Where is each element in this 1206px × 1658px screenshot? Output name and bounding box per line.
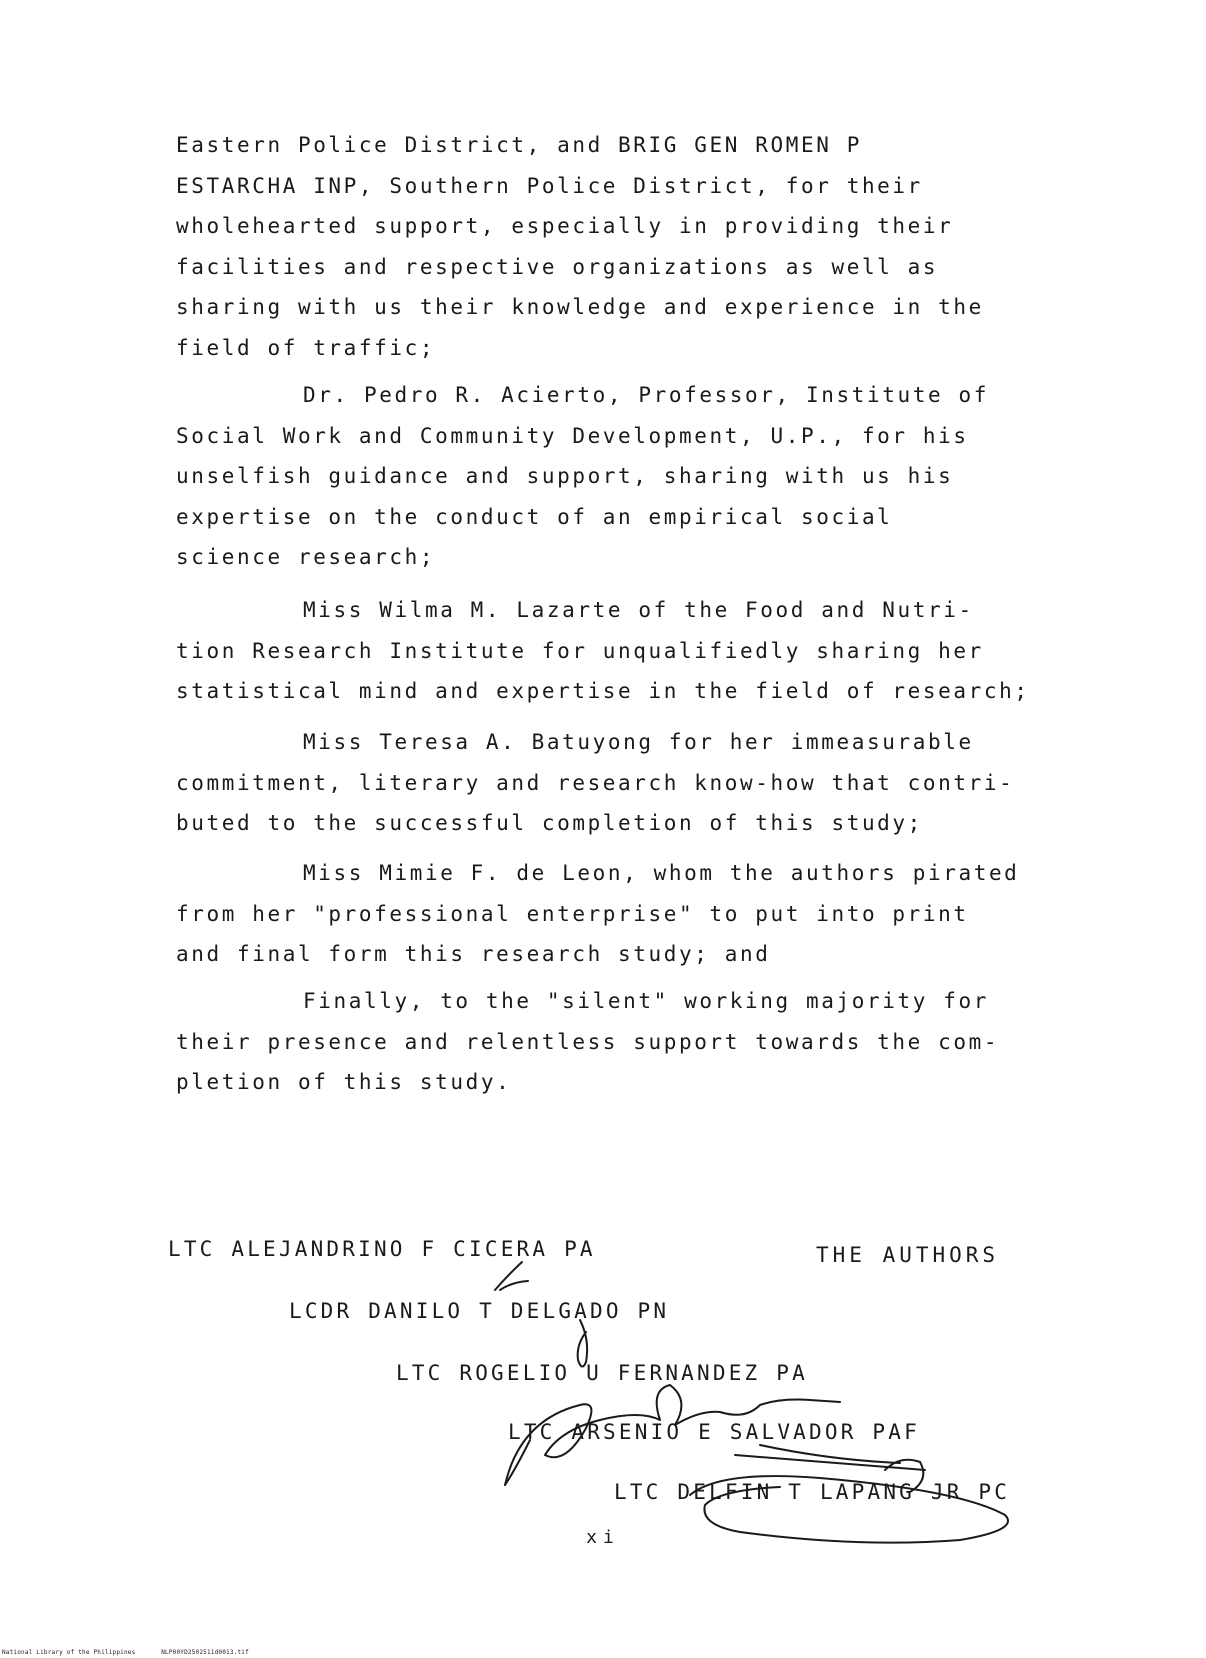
footer-file: NLP00YD2502511d0013.tif: [161, 1649, 249, 1656]
acknowledgment-paragraph: [176, 590, 1066, 712]
text-line: science research;: [176, 545, 436, 569]
signatory-name: LTC ALEJANDRINO F CICERA PA: [168, 1237, 596, 1261]
authors-label: THE AUTHORS: [816, 1243, 1000, 1267]
text-line: Miss Mimie F. de Leon, whom the authors pirated: [303, 861, 1020, 885]
page-number: xi: [586, 1527, 620, 1548]
acknowledgment-paragraph: [176, 375, 1066, 578]
text-line: pletion of this study.: [176, 1070, 512, 1094]
signatory-name: LTC ARSENIO E SALVADOR PAF: [508, 1420, 920, 1444]
text-line: ESTARCHA INP, Southern Police District, for their: [176, 173, 923, 198]
acknowledgment-paragraph: [176, 722, 1066, 844]
text-line: unselfish guidance and support, sharing with us his: [176, 464, 954, 488]
text-line: field of traffic;: [176, 335, 436, 360]
text-line: wholehearted support, especially in providing their: [176, 214, 954, 238]
text-line: and final form this research study; and: [176, 942, 771, 966]
acknowledgment-paragraph: [176, 981, 1066, 1103]
text-line: statistical mind and expertise in the field of research;: [176, 679, 1030, 703]
text-line: Miss Teresa A. Batuyong for her immeasurable: [303, 730, 974, 754]
text-line: commitment, literary and research know-how that contri-: [176, 770, 1015, 795]
signatory-name: LTC DELFIN T LAPANG JR PC: [614, 1480, 1011, 1504]
signatory-name: LTC ROGELIO U FERNANDEZ PA: [396, 1361, 808, 1385]
text-line: Finally, to the "silent" working majority for: [303, 989, 989, 1013]
text-line: Miss Wilma M. Lazarte of the Food and Nutri-: [303, 598, 974, 622]
text-line: Social Work and Community Development, U.P., for his: [176, 423, 969, 448]
text-line: expertise on the conduct of an empirical social: [176, 504, 893, 529]
text-line: tion Research Institute for unqualifiedly sharing her: [176, 638, 984, 663]
footer-source: [2, 1649, 271, 1656]
signatory-name: LCDR DANILO T DELGADO PN: [289, 1299, 670, 1323]
text-line: their presence and relentless support towards the com-: [176, 1029, 1000, 1054]
text-line: Dr. Pedro R. Acierto, Professor, Institute of: [303, 383, 989, 407]
acknowledgment-paragraph: [176, 853, 1066, 975]
acknowledgment-paragraph: [176, 125, 1066, 368]
text-line: sharing with us their knowledge and experience in the: [176, 295, 984, 319]
text-line: Eastern Police District, and BRIG GEN ROMEN P: [176, 133, 862, 157]
text-line: buted to the successful completion of this study;: [176, 811, 923, 835]
footer-library: National Library of the Philippines: [2, 1649, 136, 1656]
text-line: facilities and respective organizations as well as: [176, 254, 939, 279]
text-line: from her "professional enterprise" to put into print: [176, 901, 969, 926]
